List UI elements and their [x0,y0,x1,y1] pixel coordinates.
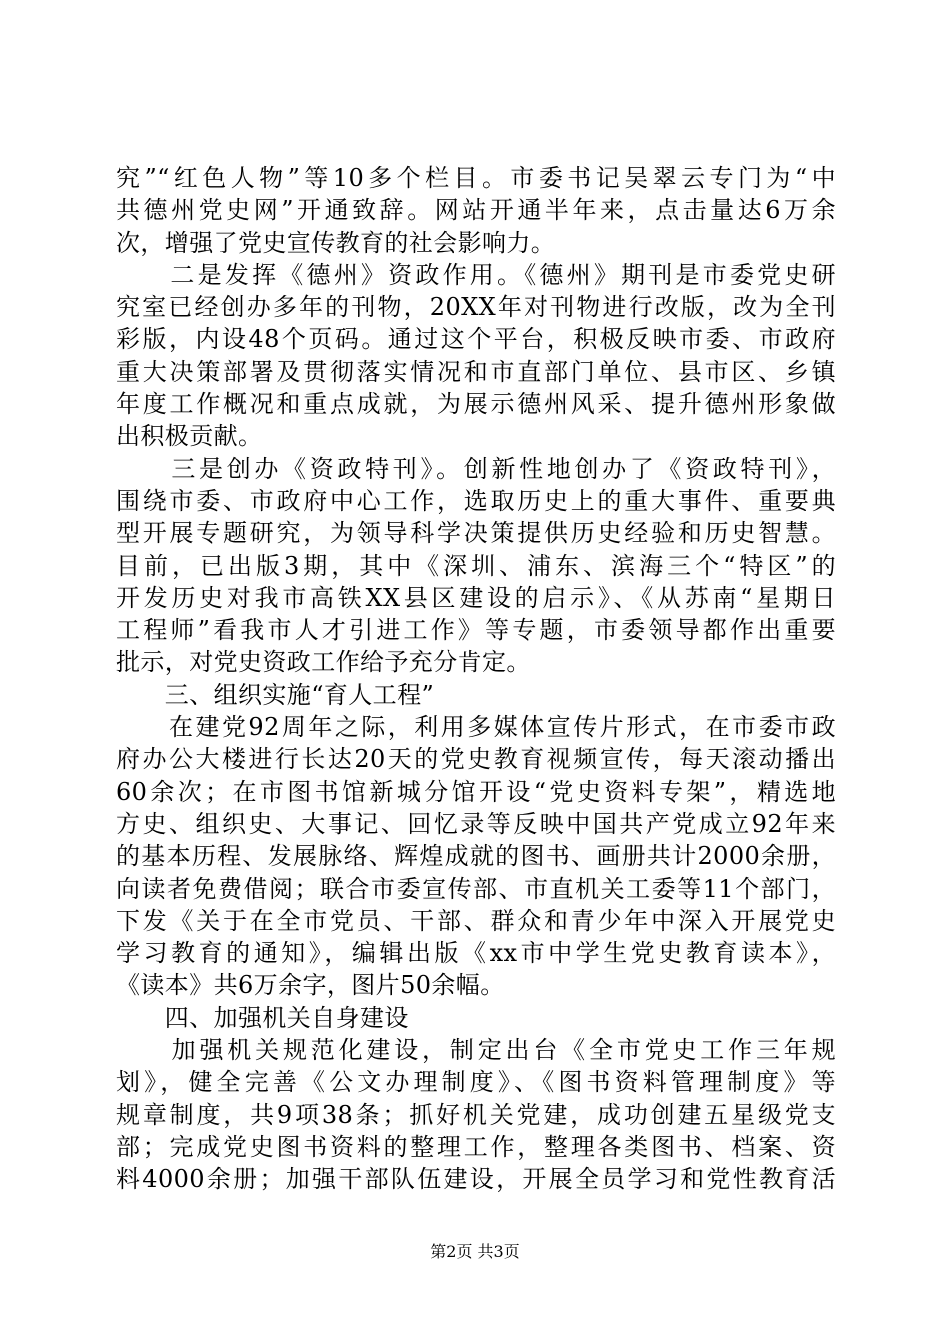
text-line: 料4000余册；加强干部队伍建设，开展全员学习和党性教育活 [116,1165,836,1194]
document-body [116,162,836,1196]
text-line: 究室已经创办多年的刊物，20XX年对刊物进行改版，改为全刊 [116,293,836,322]
text-line: 究”“红色人物”等10多个栏目。市委书记吴翠云专门为“中 [116,164,836,192]
text-line: 规章制度，共9项38条；抓好机关党建，成功创建五星级党支 [116,1100,836,1129]
text-line: 年度工作概况和重点成就，为展示德州风采、提升德州形象做 [116,390,836,419]
section-heading: 三、组织实施“育人工程” [116,680,435,709]
text-line: 部；完成党史图书资料的整理工作，整理各类图书、档案、资 [116,1132,836,1161]
page-footer: 第2页 共3页 [430,1242,520,1261]
text-line: 型开展专题研究，为领导科学决策提供历史经验和历史智慧。 [116,519,836,548]
text-line: 目前，已出版3期，其中《深圳、浦东、滨海三个“特区”的 [116,551,836,580]
text-line: 方史、组织史、大事记、回忆录等反映中国共产党成立92年来 [116,809,836,838]
text-line: 向读者免费借阅；联合市委宣传部、市直机关工委等11个部门， [116,874,836,903]
text-line: 加强机关规范化建设，制定出台《全市党史工作三年规 [116,1036,836,1065]
text-line: 60余次；在市图书馆新城分馆开设“党史资料专架”，精选地 [116,777,836,806]
text-line: 学习教育的通知》，编辑出版《xx市中学生党史教育读本》， [116,939,836,968]
text-line: 批示，对党史资政工作给予充分肯定。 [116,648,531,677]
text-line: 次，增强了党史宣传教育的社会影响力。 [116,228,556,257]
text-line: 下发《关于在全市党员、干部、群众和青少年中深入开展党史 [116,906,836,935]
text-line: 工程师”看我市人才引进工作》等专题，市委领导都作出重要 [116,616,836,645]
text-line: 开发历史对我市高铁XX县区建设的启示》、《从苏南“星期日 [116,583,836,612]
text-line: 二是发挥《德州》资政作用。《德州》期刊是市委党史研 [116,260,836,289]
text-line: 三是创办《资政特刊》。创新性地创办了《资政特刊》， [116,454,836,483]
text-line: 出积极贡献。 [116,422,263,451]
section-heading: 四、加强机关自身建设 [116,1003,409,1032]
text-line: 《读本》共6万余字，图片50余幅。 [116,971,505,1000]
text-line: 围绕市委、市政府中心工作，选取历史上的重大事件、重要典 [116,486,836,515]
text-line: 划》，健全完善《公文办理制度》、《图书资料管理制度》等 [116,1068,836,1097]
text-line: 在建党92周年之际，利用多媒体宣传片形式，在市委市政 [116,713,836,742]
text-line: 的基本历程、发展脉络、辉煌成就的图书、画册共计2000余册， [116,842,836,871]
text-line: 彩版，内设48个页码。通过这个平台，积极反映市委、市政府 [116,325,836,354]
text-line: 重大决策部署及贯彻落实情况和市直部门单位、县市区、乡镇 [116,357,836,386]
text-line: 共德州党史网”开通致辞。网站开通半年来，点击量达6万余 [116,196,836,225]
text-line: 府办公大楼进行长达20天的党史教育视频宣传，每天滚动播出 [116,745,836,774]
